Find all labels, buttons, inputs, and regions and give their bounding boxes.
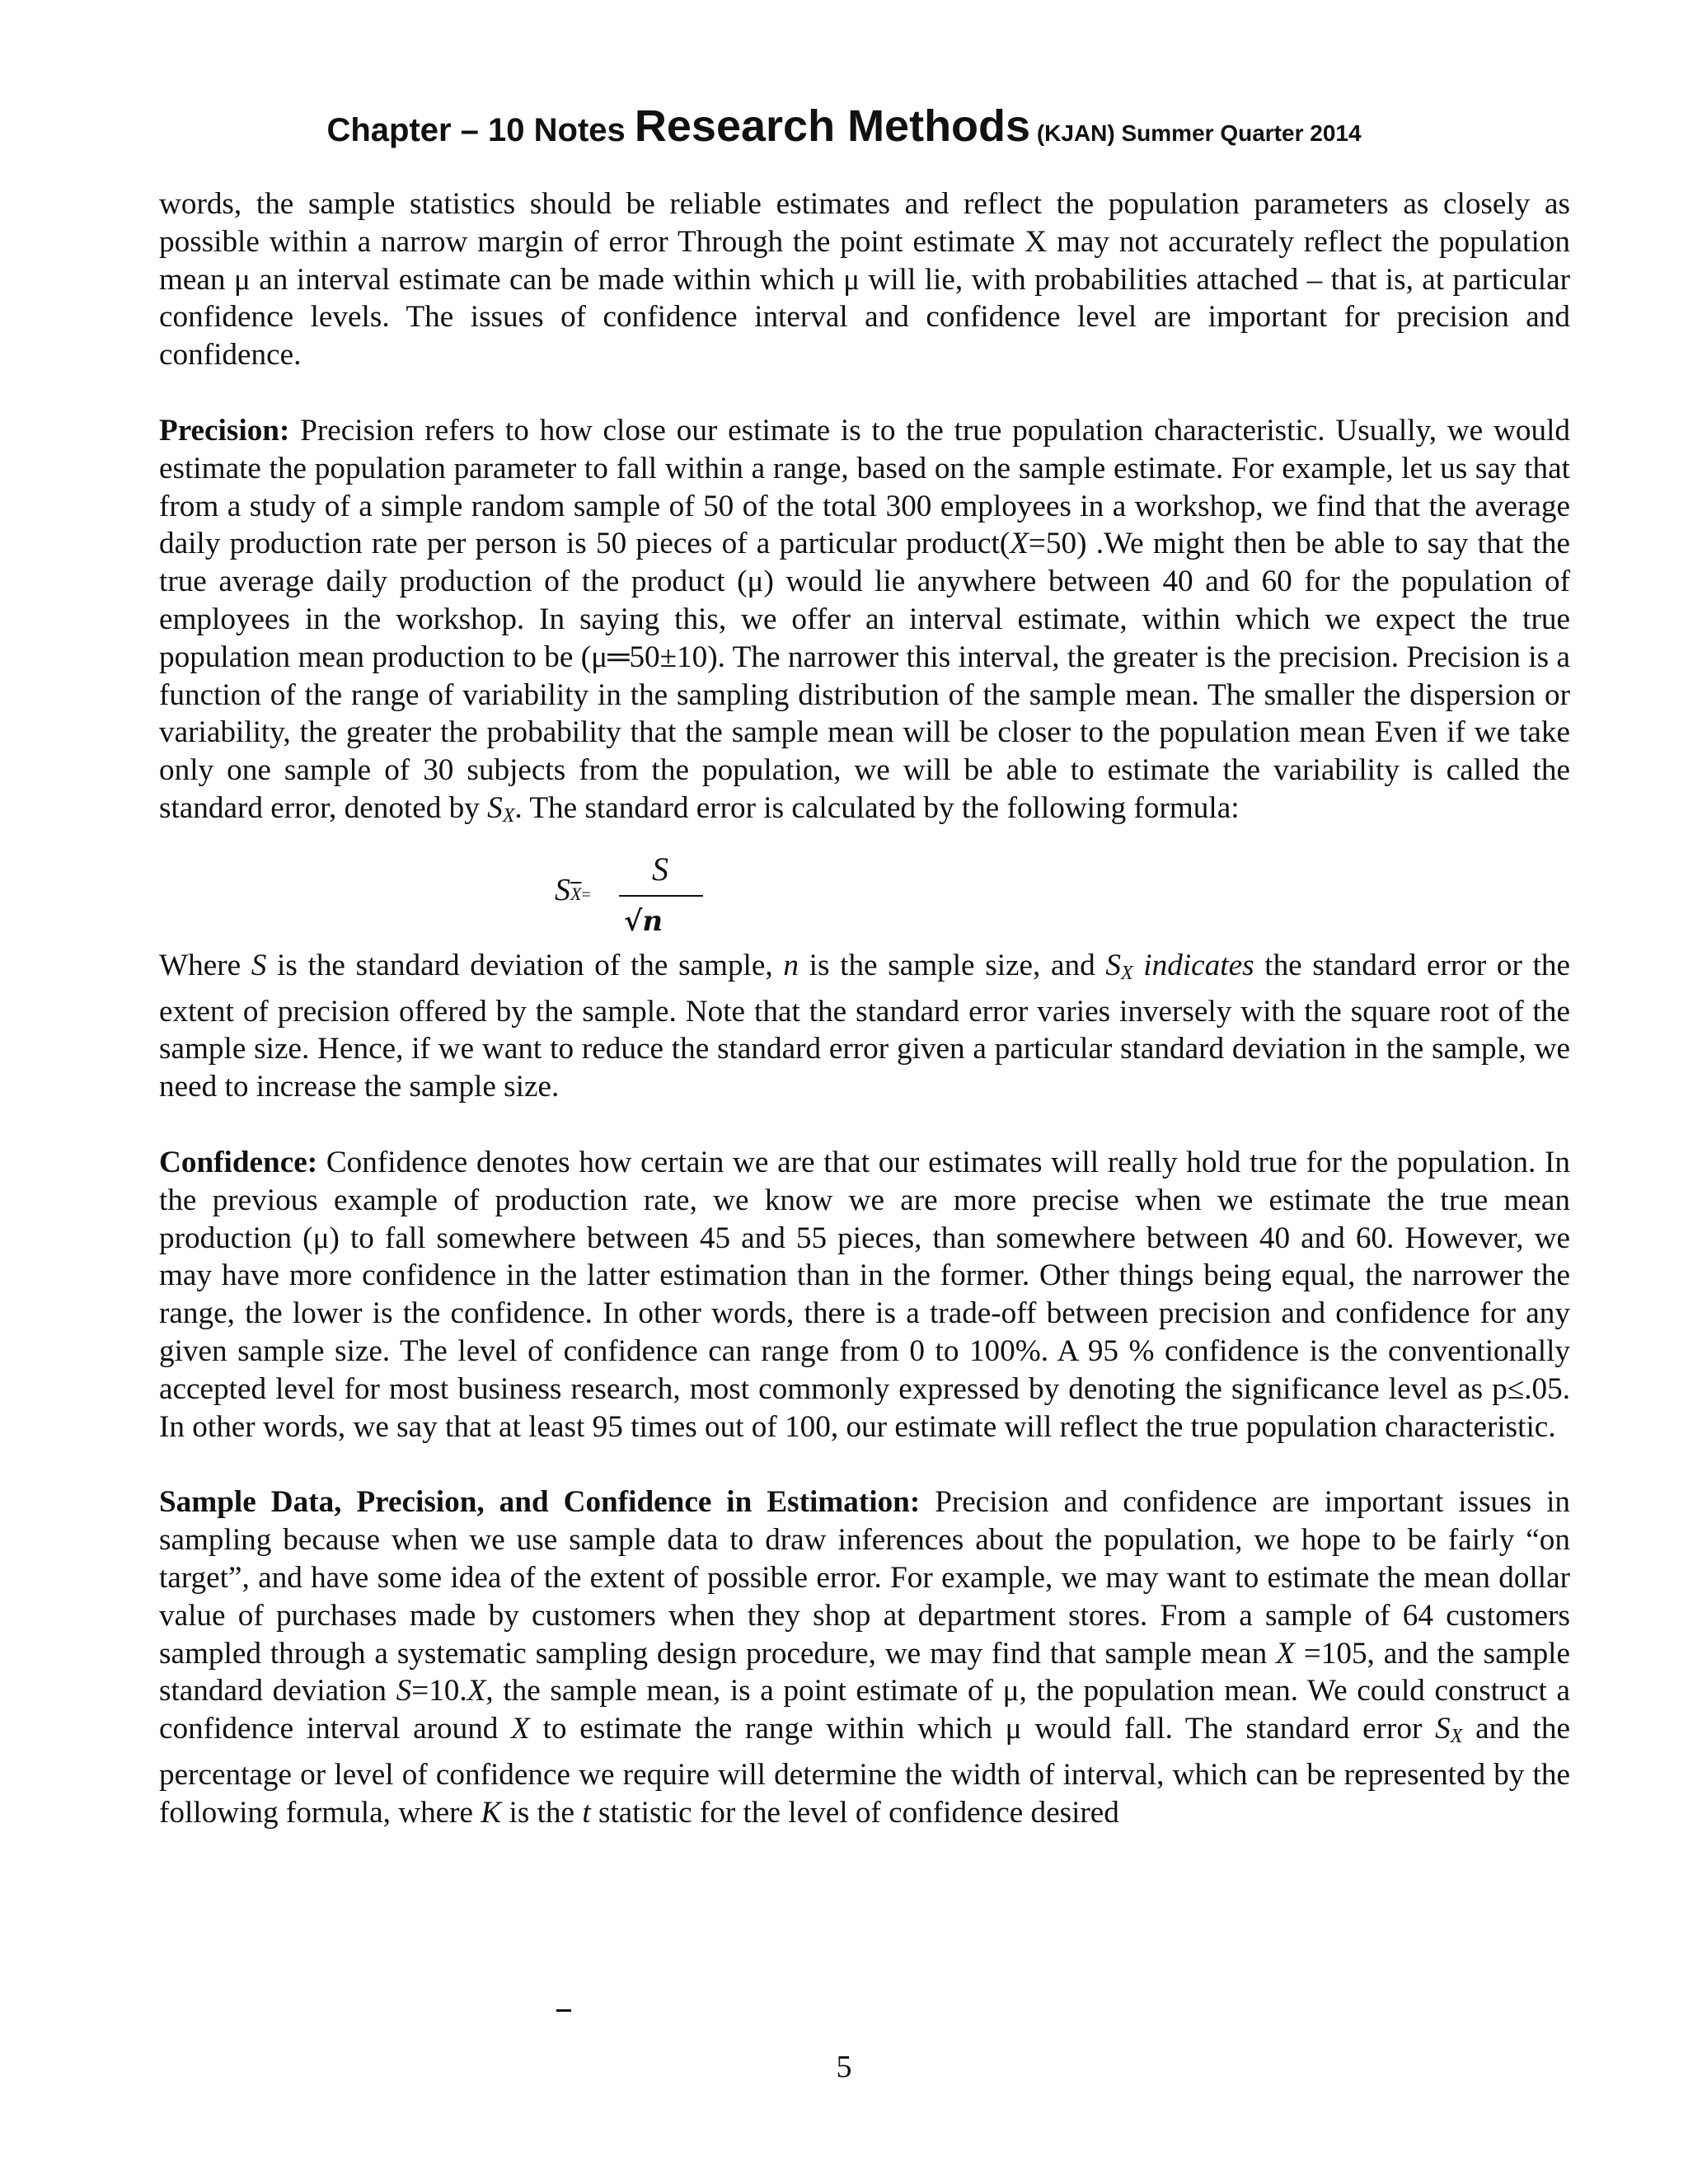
header-title: Research Methods (634, 101, 1031, 151)
formula-denominator: √n (624, 904, 663, 938)
page-number: 5 (836, 2050, 852, 2084)
document-body (159, 185, 1570, 1831)
formula-overbar-fragment (556, 2009, 571, 2012)
fraction-bar (619, 895, 703, 897)
page-header (0, 101, 1688, 152)
precision-heading: Precision: (159, 413, 290, 448)
paragraph-precision: Precision: Precision refers to how close our estimate is to the true population characteristic. Usually, we would estimate the population parameter to fall within a range, based on the sample estimate. For example, let us say that from a study of a simple random sample of 50 of the total 300 employees in a workshop, we find that the average daily production rate per person is 50 pieces of a particular product(X=50) .We might then be able to say that the true average daily production of the product (μ) would lie anywhere between 40 and 60 for the population of employees in the workshop. In saying this, we offer an interval estimate, within which we expect the true population mean production to be (μ═50±10). The narrower this interval, the greater is the precision. Precision is a function of the range of variability in the sampling distribution of the sample mean. The smaller the dispersion or variability, the greater the probability that the sample mean will be closer to the population mean Even if we take only one sample of 30 subjects from the population, we will be able to estimate the variability is called the standard error, denoted by $S_X$. The standard error is calculated by the following formula: (159, 413, 1570, 827)
formula-numerator: S (652, 850, 668, 888)
formula-lhs: $S\overline{X}=$ (555, 872, 591, 907)
paragraph-where: Where S is the standard deviation of the sample, n is the sample size, and $S_X$ indicates the standard error or the extent of precision offered by the sample. Note that the standard error varies inversely with the square root of the sample size. Hence, if we want to reduce the standard error given a particular standard deviation in the sample, we need to increase the sample size. (159, 948, 1571, 1104)
confidence-heading: Confidence: (159, 1145, 318, 1179)
sample-data-heading: Sample Data, Precision, and Confidence in Estimation: (159, 1485, 921, 1520)
paragraph-intro: words, the sample statistics should be reliable estimates and reflect the population parameters as closely as possible within a narrow margin of error Through the point estimate X may not accurately reflect the population mean μ an interval estimate can be made within which μ will lie, with probabilities attached – that is, at particular confidence levels. The issues of confidence interval and confidence level are important for precision and confidence. (159, 187, 1570, 373)
header-course: (KJAN) Summer Quarter 2014 (1030, 120, 1362, 146)
paragraph-confidence: Confidence: Confidence denotes how certain we are that our estimates will really hold true for the population. In the previous example of production rate, we know we are more precise when we estimate the true mean production (μ) to fall somewhere between 45 and 55 pieces, than somewhere between 40 and 60. However, we may have more confidence in the latter estimation than in the former. Other things being equal, the narrower the range, the lower is the confidence. In other words, there is a trade-off between precision and confidence for any given sample size. The level of confidence can range from 0 to 100%. A 95 % confidence is the conventionally accepted level for most business research, most commonly expressed by denoting the significance level as p≤.05. In other words, we say that at least 95 times out of 100, our estimate will reflect the true population characteristic. (159, 1145, 1570, 1444)
header-chapter: Chapter – 10 Notes (326, 112, 635, 148)
standard-error-formula (159, 836, 1570, 947)
paragraph-sample-data: Sample Data, Precision, and Confidence in Estimation: Precision and confidence are important issues in sampling because when we use sample data to draw inferences about the population, we hope to be fairly “on target”, and have some idea of the extent of possible error. For example, we may want to estimate the mean dollar value of purchases made by customers when they shop at department stores. From a sample of 64 customers sampled through a systematic sampling design procedure, we may find that sample mean X =105, and the sample standard deviation S=10.X, the sample mean, is a point estimate of μ, the population mean. We could construct a confidence interval around X to estimate the range within which μ would fall. The standard error $S_X$ and the percentage or level of confidence we require will determine the width of interval, which can be represented by the following formula, where K is the t statistic for the level of confidence desired (159, 1485, 1570, 1830)
